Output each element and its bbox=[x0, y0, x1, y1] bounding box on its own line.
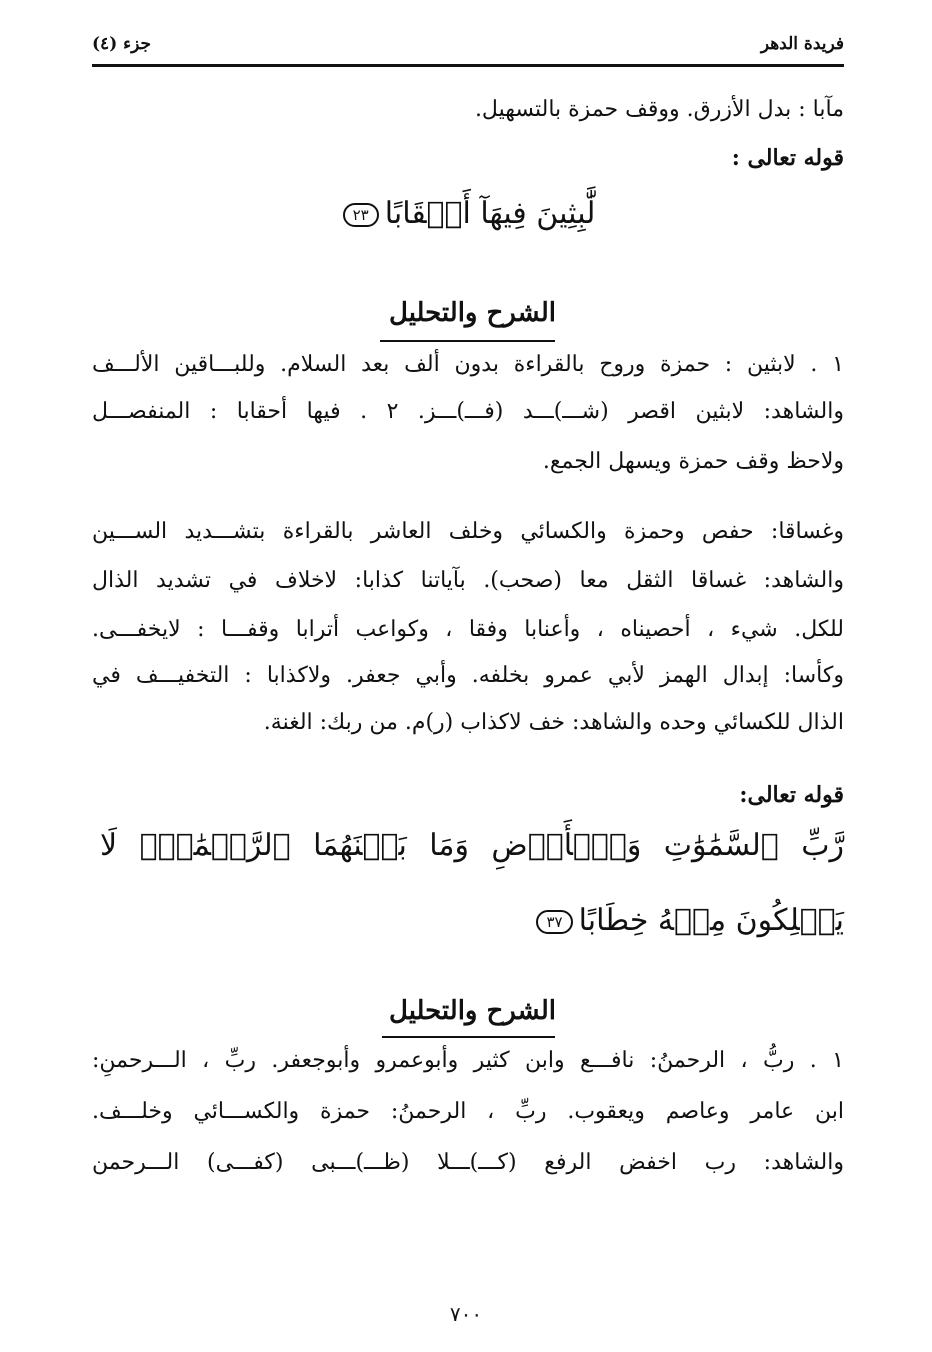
header-book-title: فريدة الدهر bbox=[760, 34, 844, 54]
text-line: والشاهد: غساقا الثقل معا (صحب). بآياتنا كذابا: لاخلاف في تشديد الذال bbox=[92, 568, 844, 593]
text-line: وكأسا: إبدال الهمز لأبي عمرو بخلفه. وأبي جعفر. ولاكذابا : التخفيـــف في bbox=[92, 663, 844, 688]
text-line: ابن عامر وعاصم ويعقوب. ربِّ ، الرحمنُ: حمزة والكســـائي وخلـــف. bbox=[92, 1099, 844, 1124]
verse-text: لَّٰبِثِينَ فِيهَآ أَحۡقَابًا bbox=[384, 196, 596, 231]
header-rule bbox=[92, 64, 844, 67]
verse-number-marker: ٣٧ bbox=[536, 910, 572, 934]
text-line: ١ . لابثين : حمزة وروح بالقراءة بدون ألف بعد السلام. وللبـــاقين الألـــف bbox=[92, 352, 844, 377]
section-title-underline bbox=[380, 340, 555, 342]
text-line: الذال للكسائي وحده والشاهد: خف لاكذاب (ر)م. من ربك: الغنة. bbox=[263, 710, 844, 735]
verse-heading: قوله تعالى: bbox=[739, 782, 844, 808]
verse-number-marker: ٢٣ bbox=[343, 203, 379, 227]
text-line: ولاحظ وقف حمزة ويسهل الجمع. bbox=[542, 449, 844, 474]
text-line: مآبا : بدل الأزرق. ووقف حمزة بالتسهيل. bbox=[474, 97, 844, 122]
section-title: الشرح والتحليل bbox=[389, 298, 556, 328]
section-title: الشرح والتحليل bbox=[389, 996, 556, 1026]
quran-verse-line: رَّبِّ ٱلسَّمَٰوَٰتِ وَٱلۡأَرۡضِ وَمَا بَيۡنَهُمَا ٱلرَّحۡمَٰنِۖ لَا bbox=[100, 828, 844, 863]
verse-heading: قوله تعالى : bbox=[731, 145, 844, 171]
text-line: ١ . ربُّ ، الرحمنُ: نافـــع وابن كثير وأبوعمرو وأبوجعفر. ربِّ ، الـــرحمنِ: bbox=[92, 1048, 844, 1073]
header-part: جزء (٤) bbox=[92, 34, 152, 54]
text-line: والشاهد: رب اخفض الرفع (كـــ)ـــلا (ظـــ)ـــبى (كفـــى) الـــرحمن bbox=[92, 1150, 844, 1175]
text-line: للكل. شيء ، أحصيناه ، وأعنابا وفقا ، وكواعب أترابا وقفـــا : لايخفـــى. bbox=[92, 617, 844, 642]
quran-verse bbox=[0, 196, 932, 231]
text-line: وغساقا: حفص وحمزة والكسائي وخلف العاشر بالقراءة بتشـــديد الســـين bbox=[92, 519, 844, 544]
running-header bbox=[92, 30, 844, 62]
page-number: ٧٠٠ bbox=[449, 1302, 483, 1326]
quran-verse-line bbox=[530, 903, 844, 938]
section-title-underline bbox=[382, 1036, 555, 1038]
verse-text: يَمۡلِكُونَ مِنۡهُ خِطَابًا bbox=[578, 903, 844, 938]
text-line: والشاهد: لابثين اقصر (شـــ)ـــد (فـــ)ـــز. ٢ . فيها أحقابا : المنفصـــل bbox=[92, 399, 844, 424]
